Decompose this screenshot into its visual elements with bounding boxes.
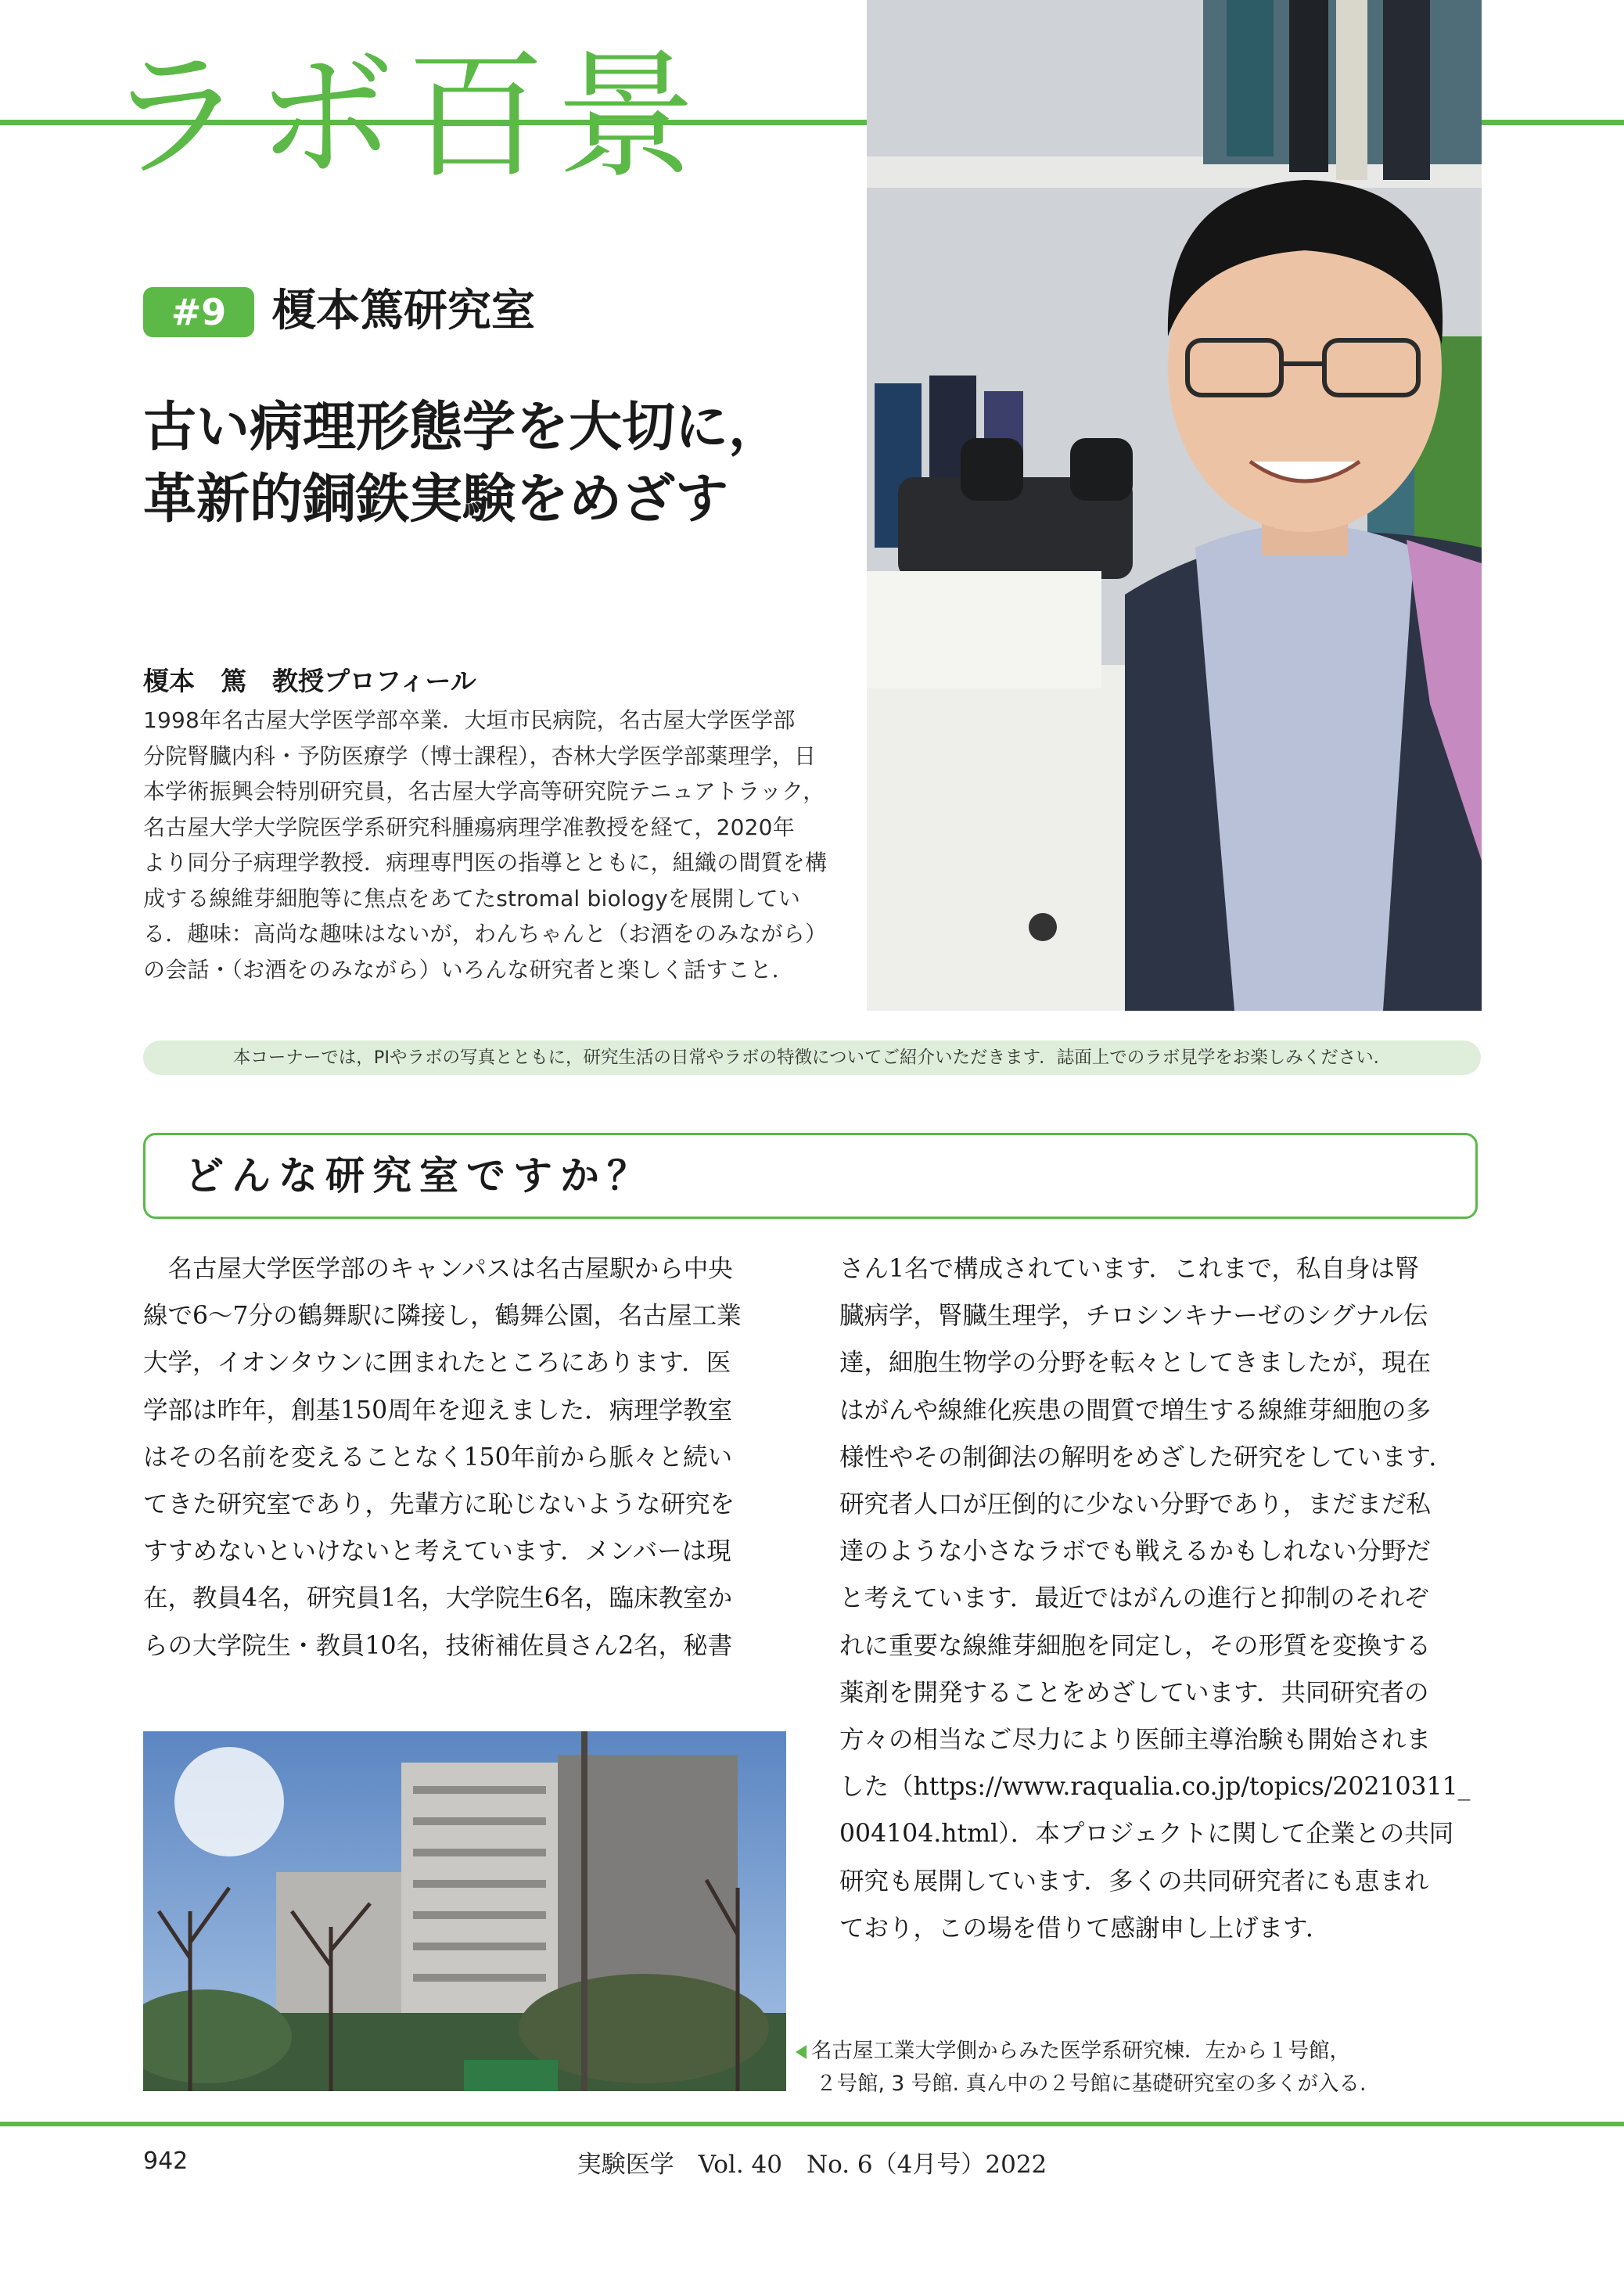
section-title: どんな研究室ですか？ xyxy=(185,1153,654,1199)
caption-line: 名古屋工業大学側からみた医学系研究棟．左から１号館， xyxy=(811,2039,1350,2063)
body-line: 達，細胞生物学の分野を転々としてきましたが，現在 xyxy=(839,1349,1432,1378)
body-line: はその名前を変えることなく150年前から脈々と続い xyxy=(143,1443,733,1472)
intro-band xyxy=(143,1040,1481,1075)
body-line: れに重要な線維芽細胞を同定し，その形質を変換する xyxy=(839,1631,1432,1660)
profile-line: 成する線維芽細胞等に焦点をあてたstromal biologyを展開してい xyxy=(143,885,801,911)
profile-line: 1998年名古屋大学医学部卒業．大垣市民病院，名古屋大学医学部 xyxy=(143,707,796,733)
profile-line: 本学術振興会特別研究員，名古屋大学高等研究院テニュアトラック， xyxy=(143,778,825,804)
page-number: 942 xyxy=(143,2147,189,2175)
body-line: 様性やその制御法の解明をめざした研究をしています． xyxy=(839,1443,1453,1472)
body-line: 研究も展開しています．多くの共同研究者にも恵まれ xyxy=(839,1867,1429,1896)
body-line: らの大学院生・教員10名，技術補佐員さん2名，秘書 xyxy=(143,1631,733,1660)
masthead-title: ラボ百景 xyxy=(106,35,706,197)
headline-line: 古い病理形態学を大切に， xyxy=(143,396,782,458)
journal-footer: 実験医学 Vol. 40 No. 6（4月号）2022 xyxy=(577,2151,1047,2179)
profile-line: より同分子病理学教授．病理専門医の指導とともに，組織の間質を構 xyxy=(143,850,828,875)
profile-heading: 榎本 篤 教授プロフィール xyxy=(143,666,476,696)
body-line: 学部は昨年，創基150周年を迎えました．病理学教室 xyxy=(143,1396,733,1425)
body-line: 線で6～7分の鶴舞駅に隣接し，鶴舞公園，名古屋工業 xyxy=(143,1302,742,1331)
body-line: 方々の相当なご尽力により医師主導治験も開始されま xyxy=(839,1726,1432,1755)
body-line: 達のような小さなラボでも戦えるかもしれない分野だ xyxy=(839,1537,1432,1566)
intro-text: 本コーナーでは，PIやラボの写真とともに，研究生活の日常やラボの特徴についてご紹介いただきます．誌面上でのラボ見学をお楽しみください． xyxy=(232,1048,1392,1068)
section-header-box xyxy=(143,1133,1478,1219)
body-line: はがんや線維化疾患の間質で増生する線維芽細胞の多 xyxy=(839,1396,1432,1425)
lab-name-heading: 榎本篤研究室 xyxy=(272,286,535,336)
body-line: 薬剤を開発することをめざしています．共同研究者の xyxy=(839,1678,1429,1707)
body-line: した（https://www.raqualia.co.jp/topics/20210311_ xyxy=(839,1773,1471,1802)
profile-line: る．趣味：高尚な趣味はないが，わんちゃんと（お酒をのみながら） xyxy=(143,921,828,947)
caption-pointer-icon xyxy=(796,2045,807,2059)
headline-line: 革新的銅鉄実験をめざす xyxy=(143,468,729,530)
article-headline xyxy=(143,391,847,535)
series-number-badge: #9 xyxy=(143,287,254,337)
caption-line: ２号館, 3 号館. 真ん中の２号館に基礎研究室の多くが入る. xyxy=(816,2072,1367,2096)
body-line: 研究者人口が圧倒的に少ない分野であり，まだまだ私 xyxy=(839,1490,1432,1519)
professor-portrait-photo xyxy=(867,0,1482,1011)
body-line: 名古屋大学医学部のキャンパスは名古屋駅から中央 xyxy=(143,1255,733,1283)
body-line: ており，この場を借りて感謝申し上げます． xyxy=(839,1914,1331,1943)
bottom-green-rule xyxy=(0,2122,1624,2126)
profile-line: の会話・（お酒をのみながら）いろんな研究者と楽しく話すこと． xyxy=(143,956,795,983)
profile-line: 分院腎臓内科・予防医療学（博士課程），杏林大学医学部薬理学，日 xyxy=(143,742,817,769)
body-column-right xyxy=(839,1245,1489,1952)
building-photo xyxy=(143,1731,786,2091)
body-line: さん1名で構成されています．これまで，私自身は腎 xyxy=(839,1255,1420,1283)
body-line: 004104.html）．本プロジェクトに関して企業との共同 xyxy=(839,1820,1454,1849)
body-line: と考えています．最近ではがんの進行と抑制のそれぞ xyxy=(839,1584,1429,1613)
profile-text xyxy=(143,703,832,987)
body-line: てきた研究室であり，先輩方に恥じないような研究を xyxy=(143,1490,735,1519)
body-line: 大学，イオンタウンに囲まれたところにあります．医 xyxy=(143,1349,731,1378)
profile-line: 名古屋大学大学院医学系研究科腫瘍病理学准教授を経て，2020年 xyxy=(143,814,795,840)
body-line: すすめないといけないと考えています．メンバーは現 xyxy=(143,1537,731,1566)
body-line: 臓病学，腎臓生理学，チロシンキナーゼのシグナル伝 xyxy=(839,1302,1428,1331)
photo-caption xyxy=(796,2035,1453,2101)
body-line: 在，教員4名，研究員1名，大学院生6名，臨床教室か xyxy=(143,1584,733,1613)
body-column-left xyxy=(143,1245,792,1669)
